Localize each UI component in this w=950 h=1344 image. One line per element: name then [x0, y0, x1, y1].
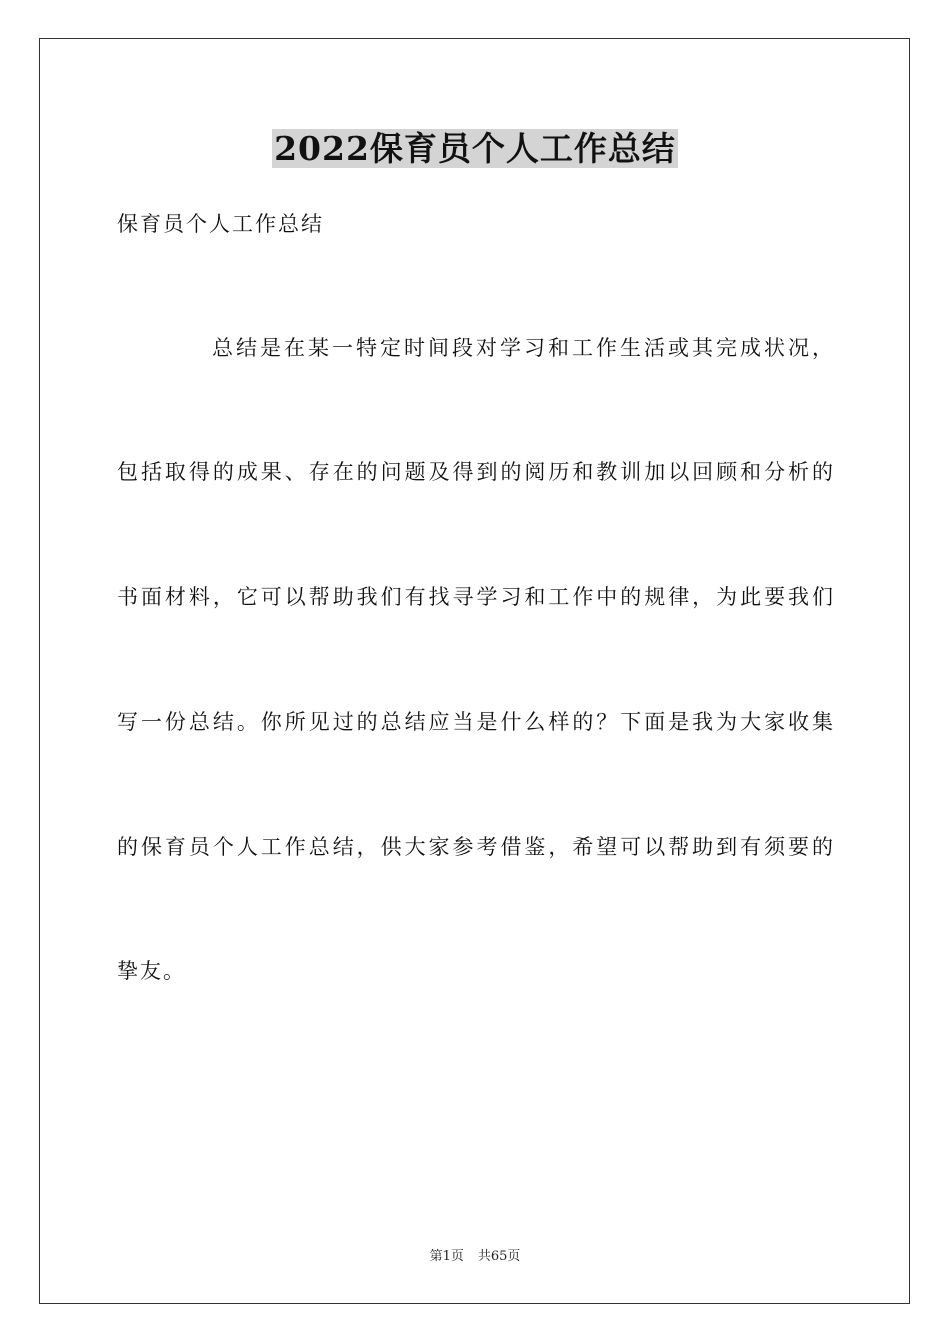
document-title [0, 127, 950, 171]
paragraph-line: 书面材料，它可以帮助我们有找寻学习和工作中的规律，为此要我们 [117, 585, 833, 609]
paragraph-line: 写一份总结。你所见过的总结应当是什么样的？下面是我为大家收集 [117, 710, 833, 734]
document-title-text: 2022保育员个人工作总结 [274, 129, 676, 168]
paragraph-line: 挚友。 [117, 959, 186, 983]
paragraph-line: 的保育员个人工作总结，供大家参考借鉴，希望可以帮助到有须要的 [117, 835, 833, 859]
paragraph-line: 包括取得的成果、存在的问题及得到的阅历和教训加以回顾和分析的 [117, 460, 833, 484]
paragraph-line: 总结是在某一特定时间段对学习和工作生活或其完成状况， [212, 336, 833, 360]
page-number-current: 第1页 [429, 1249, 464, 1264]
page-footer [0, 1248, 950, 1266]
document-subtitle: 保育员个人工作总结 [117, 212, 324, 236]
page-number-total: 共65页 [477, 1249, 521, 1264]
